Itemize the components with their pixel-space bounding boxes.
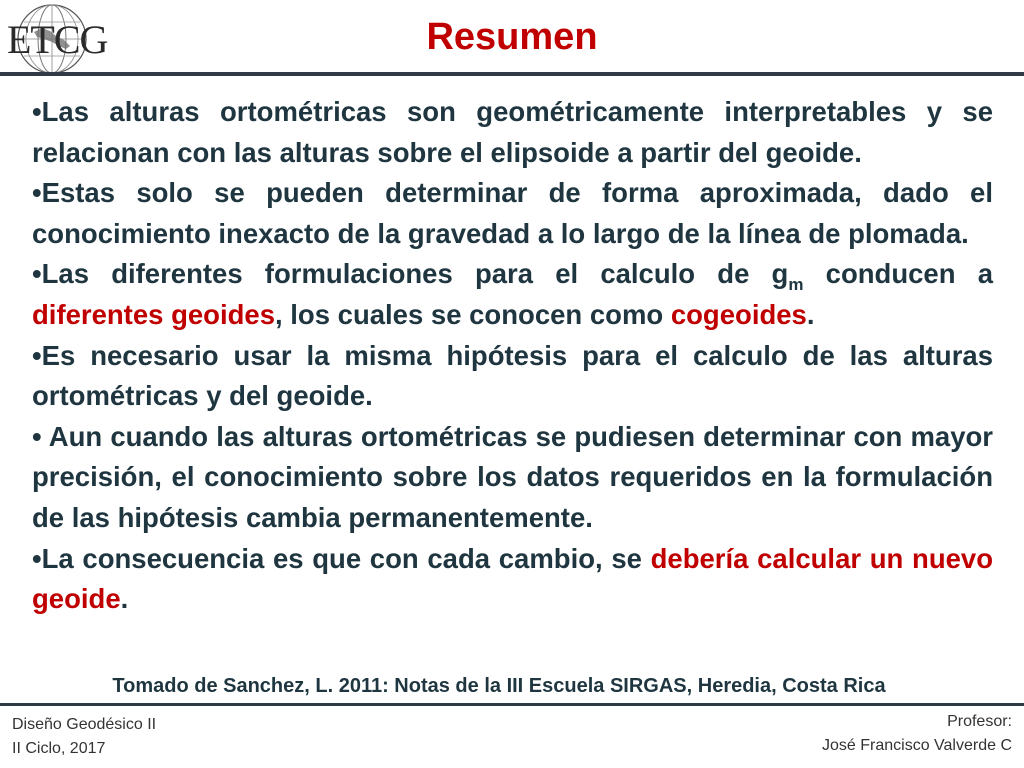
footer-professor-info (822, 710, 1012, 758)
bullet-item: •Las diferentes formulaciones para el calculo de $g_m$ conducen a diferentes geoides, los cuales se conocen como cogeoides. (32, 258, 993, 330)
course-name: Diseño Geodésico II (12, 716, 157, 733)
bullet-item: •Estas solo se pueden determinar de forma aproximada, dado el conocimiento inexacto de la gravedad a lo largo de la línea de plomada. (32, 177, 993, 249)
highlight-text: diferentes geoides (32, 298, 275, 330)
subscript-m: m (788, 275, 804, 295)
professor-name: José Francisco Valverde C (822, 737, 1012, 754)
source-citation: Tomado de Sanchez, L. 2011: Notas de la III Escuela SIRGAS, Heredia, Costa Rica (112, 675, 886, 697)
bullet-item: • Aun cuando las alturas ortométricas se pudiesen determinar con mayor precisión, el conocimiento sobre los datos requeridos en la formulación de las hipótesis cambia permanentemente. (32, 420, 993, 533)
page-title: Resumen (426, 16, 598, 58)
professor-label: Profesor: (947, 713, 1012, 730)
bullet-item: •La consecuencia es que con cada cambio, se debería calcular un nuevo geoide. (32, 542, 994, 615)
bullet-item: •Es necesario usar la misma hipótesis para el calculo de las alturas ortométricas y del geoide. (32, 339, 993, 412)
highlight-text: cogeoides (670, 298, 807, 330)
header-divider (0, 72, 1024, 76)
course-term: II Ciclo, 2017 (12, 740, 106, 757)
footer-course-info (12, 713, 156, 761)
highlight-text: debería calcular un nuevo geoide (32, 542, 994, 615)
logo-text: ETCG (7, 17, 108, 62)
footer-divider (0, 703, 1024, 706)
bullet-item: •Las alturas ortométricas son geométricamente interpretables y se relacionan con las alturas sobre el elipsoide a partir del geoide. (32, 96, 993, 168)
bullet-list (32, 92, 993, 620)
